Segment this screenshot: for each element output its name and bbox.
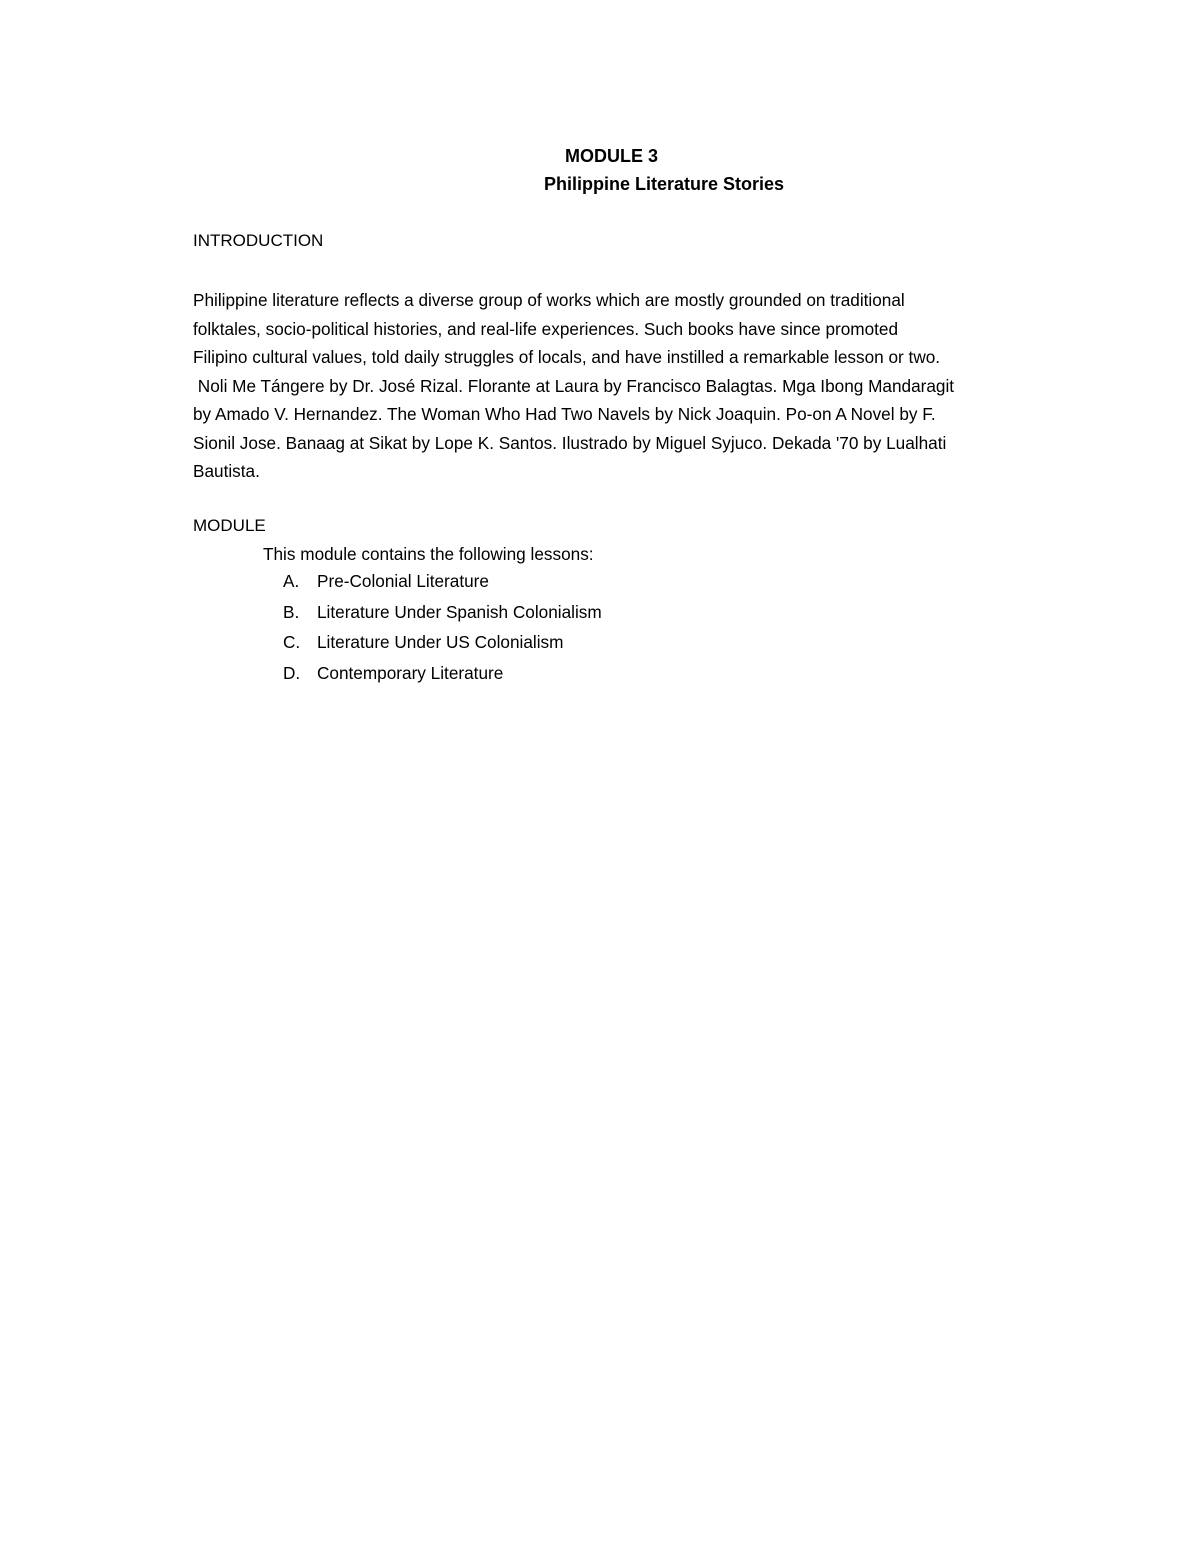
lesson-item [283, 600, 602, 631]
introduction-paragraph [193, 286, 1063, 486]
paragraph-line: Noli Me Tángere by Dr. José Rizal. Florante at Laura by Francisco Balagtas. Mga Ibong Mandaragit [193, 375, 955, 396]
lesson-list [283, 569, 602, 691]
paragraph-line: Bautista. [193, 461, 260, 481]
lesson-title: Literature Under US Colonialism [317, 632, 564, 652]
lesson-title: Literature Under Spanish Colonialism [317, 601, 602, 622]
lesson-letter: C. [283, 632, 301, 652]
module-title: MODULE 3 [565, 146, 659, 166]
lessons-intro: This module contains the following lessons: [263, 544, 594, 564]
paragraph-line: Philippine literature reflects a diverse group of works which are mostly grounded on traditional [193, 290, 905, 310]
lesson-item [283, 630, 602, 661]
lesson-title: Pre-Colonial Literature [317, 571, 489, 591]
lesson-letter: A. [283, 571, 300, 591]
lesson-letter: D. [283, 662, 301, 683]
introduction-heading: INTRODUCTION [193, 231, 324, 250]
paragraph-line: Filipino cultural values, told daily struggles of locals, and have instilled a remarkable lesson or two. [193, 347, 941, 367]
paragraph-line: Sionil Jose. Banaag at Sikat by Lope K. Santos. Ilustrado by Miguel Syjuco. Dekada '70 by Lualhati [193, 432, 947, 453]
module-heading: MODULE [193, 516, 266, 535]
lesson-letter: B. [283, 601, 300, 622]
lesson-item [283, 569, 602, 600]
paragraph-line: by Amado V. Hernandez. The Woman Who Had Two Navels by Nick Joaquin. Po-on A Novel by F. [193, 404, 936, 424]
paragraph-line: folktales, socio-political histories, and real-life experiences. Such books have since promoted [193, 318, 899, 339]
module-subtitle: Philippine Literature Stories [544, 174, 785, 194]
lesson-title: Contemporary Literature [317, 662, 504, 683]
lesson-item [283, 661, 602, 692]
